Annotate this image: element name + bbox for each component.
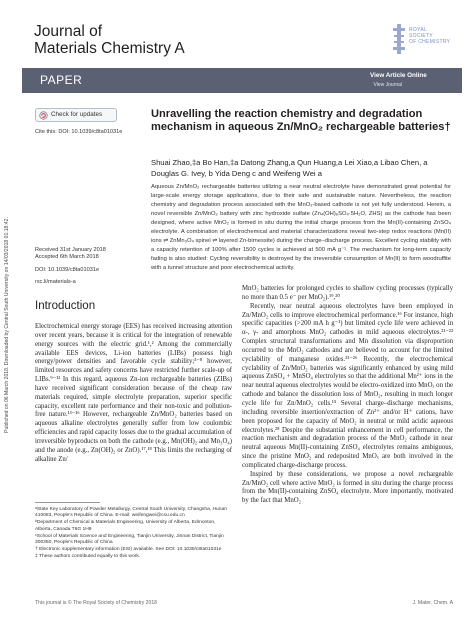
- right-paragraph-1: MnO₂ batteries for prolonged cycles to shallow cycling processes (typically no more than 0.5 e⁻ per MnO₂).¹⁹,²⁰: [242, 285, 453, 301]
- left-column: [35, 323, 232, 465]
- view-article-online-link[interactable]: View Article Online: [370, 72, 427, 79]
- journal-title-line2: Materials Chemistry A: [34, 40, 185, 57]
- footer-copyright: This journal is © The Royal Society of Chemistry 2018: [35, 600, 157, 606]
- journal-title: [34, 24, 314, 57]
- rsc-emblem-icon: [392, 24, 406, 54]
- cite-this: Cite this: DOI: 10.1039/c8ta01031e: [35, 129, 123, 135]
- logo-text-line2: OF CHEMISTRY: [409, 39, 451, 46]
- introduction-heading: Introduction: [35, 300, 96, 312]
- abstract: Aqueous Zn/MnO₂ rechargeable batteries utilizing a near neutral electrolyte have demonstrated great potential for large-scale energy storage applications, due to their safe and sustainable nature. Nevertheless, the reaction chemistry and degradation process associated with the MnO₂-based cathode is not yet fully understood. Herein, a novel reversible Zn/MnO₂ battery with zinc hydroxide sulfate (Zn₄(OH)₆SO₄·5H₂O, ZHS) as the cathode has been designed, where active MnO₂ is formed in situ during the initial charge process from the Mn(II)-containing ZnSO₄ electrolyte. A combination of electrochemical and material characterizations reveal two-step redox reactions (Mn(II) ions ⇌ ZnMn₃O₄ spinel ⇌ layered Zn-birnessite) during the charge–discharge process. Excellent cycling stability with a capacity retention of 100% after 1500 cycles is achieved at 500 mA g⁻¹. The mechanism for long-term capacity fading is also studied: Cycling reversibility is destroyed by the irreversible consumption of Mn(II) to form woodruffite with a tunnel structure and poor electrochemical activity.: [151, 184, 451, 271]
- refresh-icon: [39, 111, 48, 120]
- paper-banner: [22, 68, 462, 93]
- check-for-updates-button[interactable]: [35, 108, 117, 122]
- view-journal-link[interactable]: View Journal: [373, 82, 402, 88]
- logo-text-line1: ROYAL SOCIETY: [409, 27, 434, 40]
- journal-short-link[interactable]: rsc.li/materials-a: [35, 279, 76, 285]
- received-date: Received 31st January 2018: [35, 247, 106, 253]
- right-column: [242, 285, 453, 506]
- paper-label: PAPER: [40, 73, 83, 87]
- footnotes: [35, 507, 232, 561]
- footnote-c: ᶜSchool of Materials Science and Engineering, Tianjin University, Jinnan District, Tianjin 300350, People's Republic of China: [35, 533, 224, 546]
- accepted-date: Accepted 6th March 2018: [35, 254, 99, 260]
- footer-journal-name: J. Mater. Chem. A: [412, 600, 453, 606]
- received-info: [35, 247, 145, 274]
- footnote-esi: † Electronic supplementary information (ESI) available. See DOI: 10.1039/c8ta01031e: [35, 546, 222, 552]
- check-for-updates-label: Check for updates: [51, 111, 103, 118]
- intro-paragraph: Electrochemical energy storage (EES) has received increasing attention over recent years, because it is critical for the integration of renewable energy sources with the electric grid.¹,² Among the commercially available EES devices, Li-ion batteries (LIBs) possess high energy/power densities and favorable cycle stability;³⁻⁸ however, limited resources and safety concerns have restricted further scale-up of LIBs.⁹⁻¹² In this regard, aqueous Zn-ion rechargeable batteries (ZIBs) have received significant consideration because of the cheap raw materials required, simple electrolyte preparation, superior specific capacity, excellent rate performance and their non-toxic and pollution-free nature.¹³⁻¹⁶ However, rechargeable Zn/MnO₂ batteries based on aqueous alkaline electrolytes generally suffer from low coulombic efficiencies and rapid capacity losses due to the gradual accumulation of irreversible byproducts on both the cathode (e.g., Mn(OH)₂ and Mn₃O₄) and the anode (e.g., Zn(OH)₂ or ZnO).¹⁷,¹⁸ This limits the recharging of alkaline Zn/: [35, 323, 232, 463]
- right-paragraph-2: Recently, near neutral aqueous electrolytes have been employed in Zn/MnO₂ cells to improve electrochemical performance.¹⁶ For instance, high specific capacities (>200 mA h g⁻¹) but limited cycle life were achieved in α-, γ- and amorphous MnO₂ cathodes in mild aqueous electrolytes.²¹⁻²³ Complex structural transformations and Mn dissolution via disproportion occurred to the MnO₂ cathodes and are believed to account for the limited cyclability of manganese oxides.²³⁻²⁶ Recently, the electrochemical cyclability of Zn/MnO₂ batteries was significantly enhanced by using mild aqueous ZnSO₄ + MnSO₄ electrolytes so that the additional Mn²⁺ ions in the near neutral aqueous electrolytes would be electro-oxidized into MnOₓ on the cathode and balance the dissolution loss of MnO₂, resulting in much longer cycle life for Zn/MnO₂ cells.¹⁵ Several charge–discharge mechanisms, including reversible insertion/extraction of Zn²⁺ and/or H⁺ cations, have been proposed for the capacity of MnO₂ in neutral or mild acidic aqueous electrolytes.²⁸ Despite the substantial enhancement in cell performance, the reaction mechanism and degradation process of the MnO₂ cathode in near neutral aqueous Mn(II)-containing ZnSO₄ electrolytes remains ambiguous, since the pristine MnO₂ and redeposited MnOₓ are both involved in the complicated charge-discharge process.: [242, 302, 453, 469]
- footnote-a: ᵃState Key Laboratory of Powder Metallurgy, Central South University, Changsha, Hunan 410083, People's Republic of China. E-mail: weifengwei@csu.edu.cn: [35, 507, 227, 519]
- doi-text: DOI: 10.1039/c8ta01031e: [35, 267, 100, 273]
- download-watermark: [3, 110, 11, 540]
- rsc-logo: [392, 24, 452, 58]
- footnote-b: ᵇDepartment of Chemical & Materials Engineering, University of Alberta, Edmonton, Alberta, Canada T6G 1H9: [35, 520, 216, 532]
- author-list: Shuai Zhao,‡a Bo Han,‡a Datong Zhang,a Qun Huang,a Lei Xiao,a Libao Chen, a Douglas G. Ivey, b Yida Deng c and Weifeng Wei a: [151, 158, 428, 178]
- journal-title-line1: Journal of: [34, 23, 103, 40]
- footnote-equal-contribution: ‡ These authors contributed equally to this work.: [35, 553, 141, 559]
- right-paragraph-3: Inspired by these considerations, we propose a novel rechargeable Zn/MnO₂ cell where active MnO₂ is formed in situ during the charge process from the Mn(II)-containing ZnSO₄ electrolyte. More importantly, motivated by the fact that MnO₂: [242, 470, 453, 505]
- download-watermark-text: Published on 06 March 2018. Downloaded by Central South University on 14/03/2018 01:18:42.: [4, 217, 10, 433]
- footnote-divider: [35, 502, 100, 503]
- article-title: Unravelling the reaction chemistry and degradation mechanism in aqueous Zn/MnO₂ rechargeable batteries†: [151, 108, 451, 133]
